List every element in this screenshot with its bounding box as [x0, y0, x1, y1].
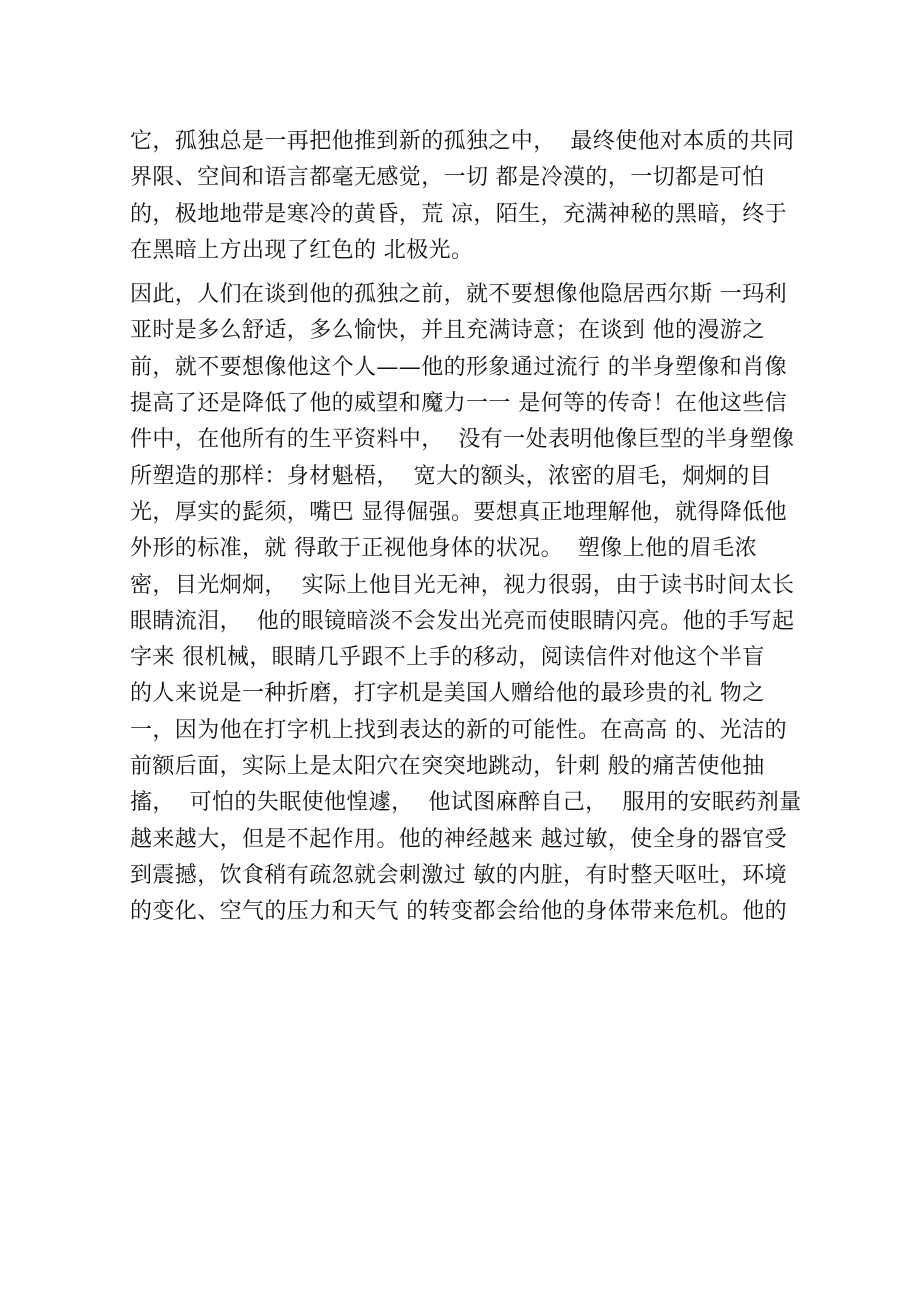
text-line: 越来越大，但是不起作用。他的神经越来 越过敏，使全身的器官受: [130, 826, 787, 852]
text-line: 密，目光炯炯， 实际上他目光无神，视力很弱，由于读书时间太长: [130, 572, 795, 598]
text-line: 的，极地地带是寒冷的黄昏，荒 凉，陌生，充满神秘的黑暗，终于: [130, 201, 787, 227]
paragraph-1: [130, 124, 795, 269]
text-line: 搐， 可怕的失眠使他惶遽， 他试图麻醉自己， 服用的安眠药剂量: [130, 790, 802, 816]
text-line: 到震撼，饮食稍有疏忽就会刺激过 敏的内脏，有时整天呕吐，环境: [130, 862, 787, 888]
text-line: 的人来说是一种折磨，打字机是美国人赠给他的最珍贵的礼 物之: [130, 681, 765, 707]
text-line: 眼睛流泪， 他的眼镜暗淡不会发出光亮而使眼睛闪亮。他的手写起: [130, 608, 795, 634]
text-line: 字来 很机械，眼睛几乎跟不上手的移动，阅读信件对他这个半盲: [130, 645, 765, 671]
text-line: 它，孤独总是一再把他推到新的孤独之中， 最终使他对本质的共同: [130, 129, 795, 154]
text-line: 件中，在他所有的生平资料中， 没有一处表明他像巨型的半身塑像: [130, 427, 795, 453]
text-line: 因此，人们在谈到他的孤独之前，就不要想像他隐居西尔斯 一玛利: [130, 282, 787, 308]
text-line: 在黑暗上方出现了红色的 北极光。: [130, 237, 474, 263]
text-line: 提高了还是降低了他的威望和魔力一一 是何等的传奇！在他这些信: [130, 391, 787, 417]
text-line: 亚时是多么舒适，多么愉快，并且充满诗意；在谈到 他的漫游之: [130, 318, 765, 344]
text-line: 界限、空间和语言都毫无感觉，一切 都是冷漠的，一切都是可怕: [130, 165, 765, 191]
text-line: 所塑造的那样：身材魁梧， 宽大的额头，浓密的眉毛，炯炯的目: [130, 463, 772, 489]
body-text: [130, 124, 802, 931]
text-line: 光，厚实的髭须，嘴巴 显得倔强。要想真正地理解他，就得降低他: [130, 499, 787, 525]
text-line: 的变化、空气的压力和天气 的转变都会给他的身体带来危机。他的: [130, 899, 787, 925]
paragraph-2: [130, 277, 802, 930]
text-line: 前，就不要想像他这个人——他的形象通过流行 的半身塑像和肖像: [130, 354, 787, 380]
text-line: 前额后面，实际上是太阳穴在突突地跳动，针刺 般的痛苦使他抽: [130, 754, 765, 780]
text-line: 外形的标准，就 得敢于正视他身体的状况。 塑像上他的眉毛浓: [130, 536, 757, 562]
paragraph-gap: [130, 269, 790, 277]
text-line: 一，因为他在打字机上找到表达的新的可能性。在高高 的、光洁的: [130, 717, 787, 743]
